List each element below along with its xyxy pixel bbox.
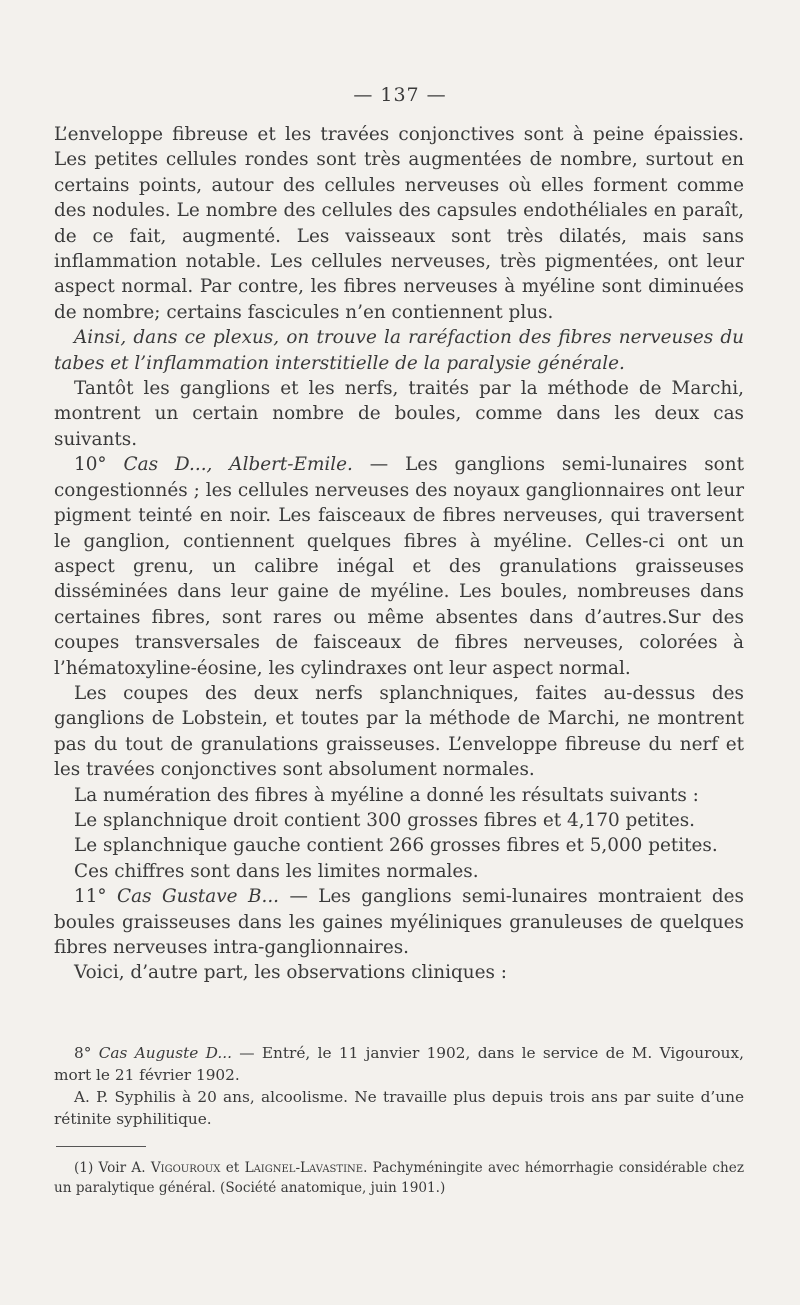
paragraph: Ces chiffres sont dans les limites normales. xyxy=(74,860,479,882)
case-text: — Les ganglions semi-lunaires montraient des boules graisseuses dans les gaines myéliniques granuleuses de quelques fibres nerveuses intra-ganglionnaires. xyxy=(54,886,744,958)
paragraph: Le splanchnique droit contient 300 grosses fibres et 4,170 petites. xyxy=(74,809,695,831)
body-text xyxy=(54,122,744,986)
case-name: Cas D..., Albert-Emile. xyxy=(123,454,353,476)
paragraph-conclusion: Ainsi, dans ce plexus, on trouve la raréfaction des fibres nerveuses du tabes et l’inflammation interstitielle de la paralysie générale. xyxy=(54,327,744,374)
case-text: — Les ganglions semi-lunaires sont congestionnés ; les cellules nerveuses des noyaux ganglionnaires ont leur pigment teinté en noir. Les faisceaux de fibres nerveuses, qui traversent le ganglion, contiennent quelques fibres à myéline. Celles-ci ont un aspect grenu, un calibre inégal et des granulations graisseuses disséminées dans leur gaine de myéline. Les boules, nombreuses dans certaines fibres, sont rares ou même absentes dans d’autres.Sur des coupes transversales de faisceaux de fibres nerveuses, colorées à l’hématoxyline-éosine, les cylindraxes ont leur aspect normal. xyxy=(54,454,744,679)
footnote-text-line xyxy=(54,1158,744,1198)
footnote xyxy=(54,1158,744,1198)
case-name: Cas Gustave B... xyxy=(117,886,280,908)
footnote-author: Laignel-Lavastine. xyxy=(244,1160,368,1176)
observation-number: 8° xyxy=(74,1044,92,1062)
footnote-text: Pachyméningite avec hémorrhagie considérable chez un paralytique général. (Société anatomique, juin 1901.) xyxy=(54,1160,744,1196)
observation-entry xyxy=(54,1042,744,1086)
paragraph: Le splanchnique gauche contient 266 grosses fibres et 5,000 petites. xyxy=(74,835,718,857)
footnote-marker: (1) Voir A. xyxy=(74,1160,146,1176)
observation-entry-text: — Entré, le 11 janvier 1902, dans le service de M. Vigouroux, mort le 21 février 1902. xyxy=(54,1044,744,1084)
case-number: 11° xyxy=(74,886,107,908)
paragraph: Les coupes des deux nerfs splanchniques, faites au-dessus des ganglions de Lobstein, et toutes par la méthode de Marchi, ne montrent pas du tout de granulations graisseuses. L’enveloppe fibreuse du nerf et les travées conjonctives sont absolument normales. xyxy=(54,682,744,781)
case-number: 10° xyxy=(74,454,107,476)
paragraph: L’enveloppe fibreuse et les travées conjonctives sont à peine épaissies. Les petites cellules rondes sont très augmentées de nombre, surtout en certains points, autour des cellules nerveuses où elles forment comme des nodules. Le nombre des cellules des capsules endothéliales en paraît, de ce fait, augmenté. Les vaisseaux sont très dilatés, mais sans inflammation notable. Les cellules nerveuses, très pigmentées, ont leur aspect normal. Par contre, les fibres nerveuses à myéline sont diminuées de nombre; certains fascicules n’en contiennent plus. xyxy=(54,124,744,323)
footnote-divider xyxy=(56,1146,146,1147)
paragraph: Voici, d’autre part, les observations cliniques : xyxy=(74,962,507,984)
footnote-author: Vigouroux xyxy=(150,1160,221,1176)
observation-block xyxy=(54,1042,744,1130)
observation-history: A. P. Syphilis à 20 ans, alcoolisme. Ne travaille plus depuis trois ans par suite d’une rétinite syphilitique. xyxy=(54,1088,744,1128)
paragraph: La numération des fibres à myéline a donné les résultats suivants : xyxy=(74,784,699,806)
paragraph: Tantôt les ganglions et les nerfs, traités par la méthode de Marchi, montrent un certain nombre de boules, comme dans les deux cas suivants. xyxy=(54,378,744,450)
observation-case: Cas Auguste D... xyxy=(98,1044,232,1062)
paragraph-case-10 xyxy=(54,452,744,681)
page-number: — 137 — xyxy=(353,84,447,106)
paragraph-case-11 xyxy=(54,884,744,960)
footnote-connector: et xyxy=(225,1160,240,1176)
